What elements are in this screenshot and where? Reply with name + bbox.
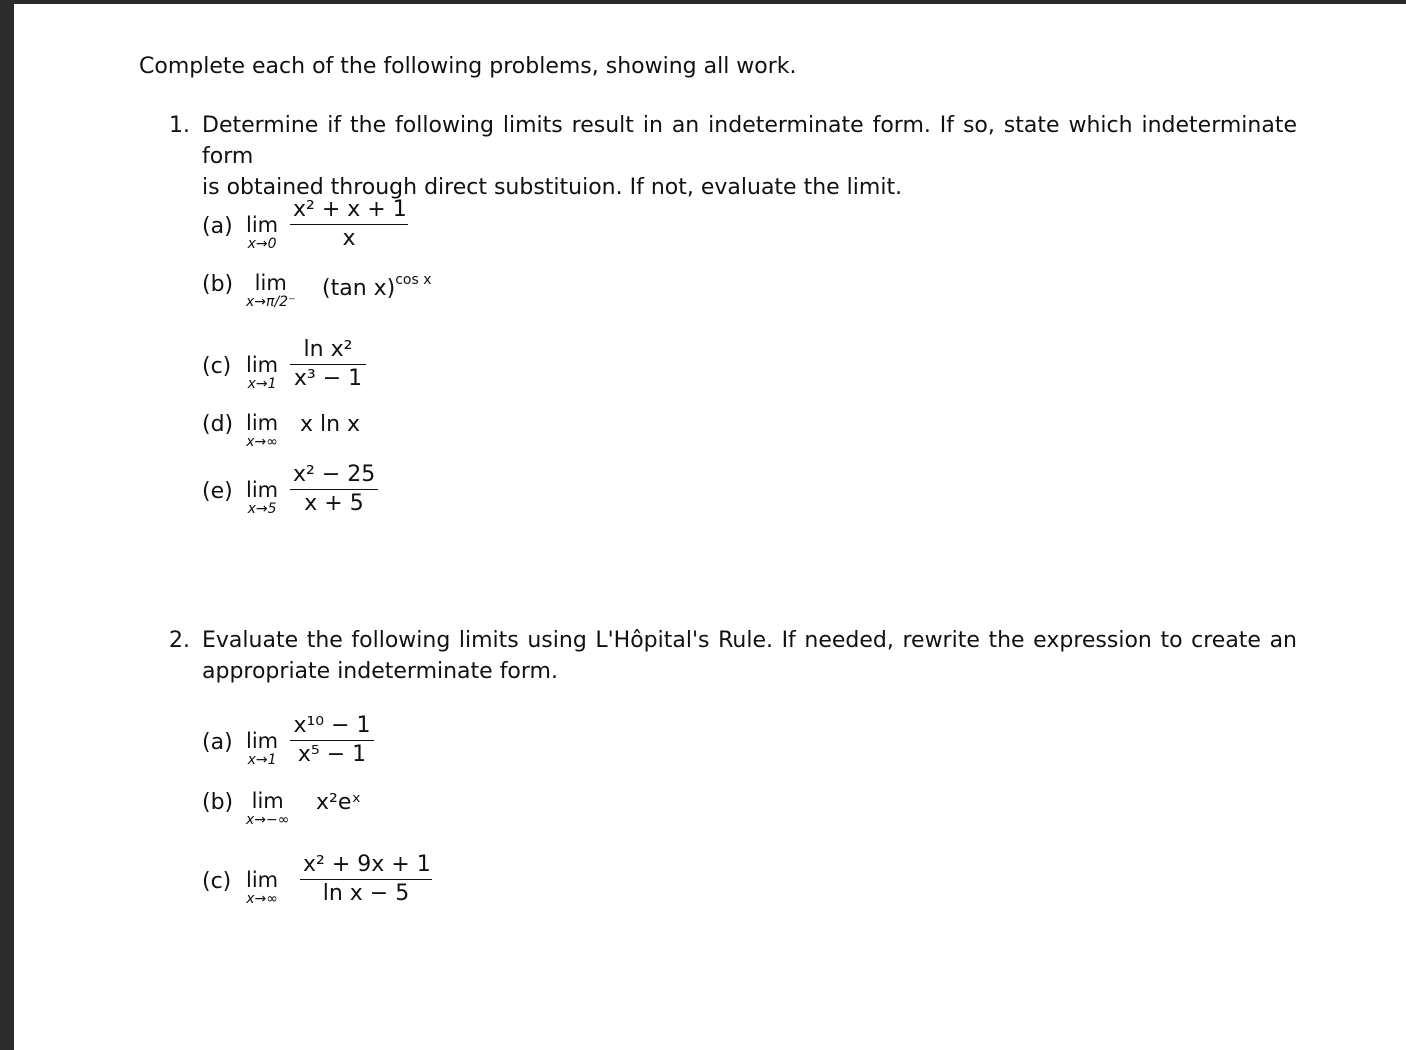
limit-subscript: x→∞ (246, 891, 278, 907)
problem-label: (e) (202, 479, 233, 504)
lim-word: lim (246, 353, 279, 377)
limit-operator (246, 479, 278, 517)
problem-label: (c) (202, 354, 232, 379)
denominator: x³ − 1 (293, 366, 363, 391)
expression: x ln x (300, 412, 361, 437)
fraction (290, 461, 378, 518)
question-text (202, 625, 1297, 687)
lim-word: lim (254, 271, 287, 295)
instructions: Complete each of the following problems, showing all work. (139, 54, 797, 79)
lim-word: lim (246, 868, 279, 892)
limit-operator (246, 869, 278, 907)
limit-subscript: x→5 (247, 501, 277, 517)
problem-label: (b) (202, 790, 234, 815)
limit-subscript: x→π/2⁻ (246, 294, 296, 310)
numerator: ln x² (303, 337, 353, 362)
limit-operator (246, 272, 295, 310)
fraction (290, 196, 408, 253)
expression-base: (tan x) (322, 276, 396, 301)
question-text (202, 110, 1297, 203)
limit-subscript: x→∞ (246, 434, 278, 450)
lim-word: lim (246, 411, 279, 435)
expression: x²eˣ (316, 790, 362, 815)
denominator: x (342, 226, 356, 251)
fraction (290, 712, 374, 769)
lim-word: lim (246, 478, 279, 502)
document-page (14, 4, 1406, 1050)
numerator: x² + x + 1 (293, 197, 407, 222)
lim-word: lim (251, 789, 284, 813)
fraction (300, 851, 432, 908)
question-line: is obtained through direct substituion. If not, evaluate the limit. (202, 175, 903, 200)
limit-subscript: x→0 (247, 236, 277, 252)
limit-subscript: x→−∞ (246, 812, 290, 828)
lim-word: lim (246, 729, 279, 753)
lim-word: lim (246, 213, 279, 237)
limit-operator (246, 790, 289, 828)
limit-subscript: x→1 (247, 376, 277, 392)
denominator: ln x − 5 (322, 881, 410, 906)
question-line: appropriate indeterminate form. (202, 659, 558, 684)
question-line: Determine if the following limits result in an indeterminate form. If so, state which indeterminate form (202, 113, 1297, 169)
limit-operator (246, 214, 278, 252)
question-number: 2. (169, 628, 190, 653)
problem-label: (d) (202, 412, 234, 437)
question-line: Evaluate the following limits using L'Hôpital's Rule. If needed, rewrite the expression to create an (202, 628, 1297, 653)
numerator: x¹⁰ − 1 (293, 713, 371, 738)
question-1 (169, 110, 1309, 200)
problem-label: (a) (202, 730, 233, 755)
numerator: x² + 9x + 1 (303, 852, 431, 877)
question-2 (169, 625, 1309, 689)
limit-operator (246, 730, 278, 768)
denominator: x + 5 (304, 491, 364, 516)
limit-subscript: x→1 (247, 752, 277, 768)
problem-label: (b) (202, 272, 234, 297)
problem-label: (a) (202, 214, 233, 239)
numerator: x² − 25 (293, 462, 376, 487)
limit-operator (246, 354, 278, 392)
exponent: cos x (395, 272, 432, 288)
limit-operator (246, 412, 278, 450)
fraction (290, 336, 366, 393)
expression (322, 272, 432, 301)
problem-label: (c) (202, 869, 232, 894)
denominator: x⁵ − 1 (297, 742, 367, 767)
question-number: 1. (169, 113, 190, 138)
